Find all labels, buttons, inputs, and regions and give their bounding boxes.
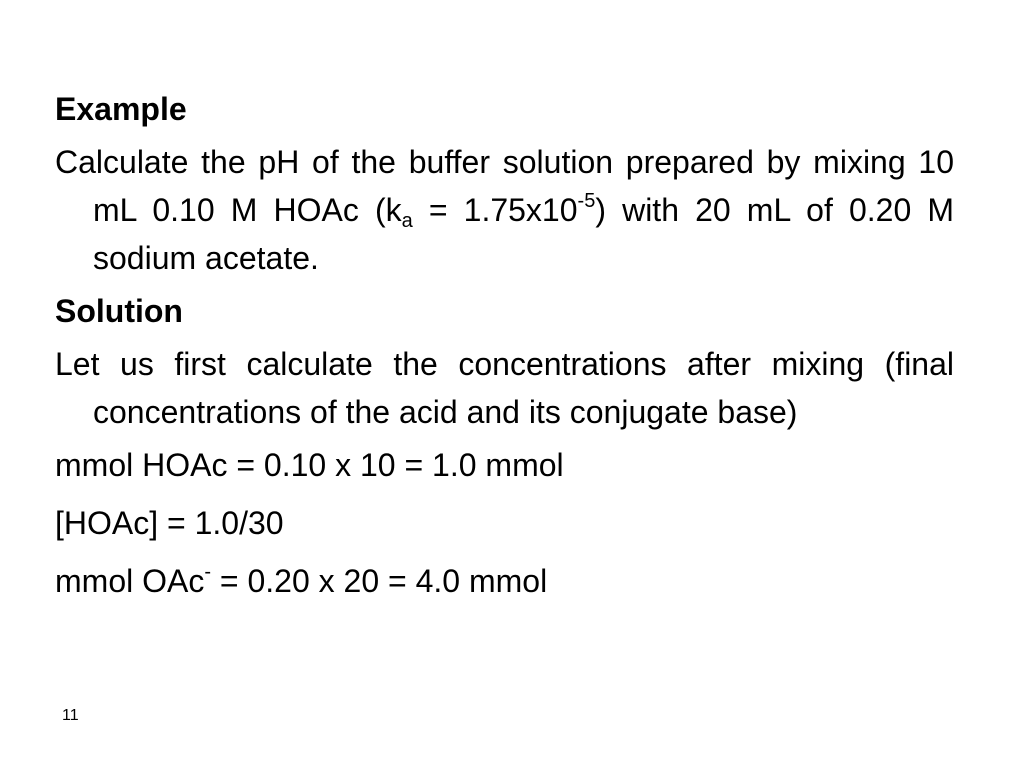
calculation-mmol-hoac: mmol HOAc = 0.10 x 10 = 1.0 mmol — [55, 447, 564, 483]
slide-content — [55, 86, 954, 616]
acetate-charge-superscript: - — [204, 561, 212, 583]
problem-text-part3: ) with 20 mL of 0.20 M sodium acetate. — [93, 192, 955, 276]
solution-heading: Solution — [55, 293, 183, 329]
calculation-hoac-concentration: [HOAc] = 1.0/30 — [55, 505, 284, 541]
problem-statement — [55, 138, 954, 282]
problem-text-part1: Calculate the pH of the buffer solution prepared by mixing 10 mL 0.10 M HOAc (k — [55, 144, 954, 228]
problem-text-part2: = 1.75x10 — [412, 192, 578, 228]
ka-exponent: -5 — [577, 190, 596, 212]
ka-subscript: a — [401, 210, 413, 232]
example-heading: Example — [55, 91, 187, 127]
calc3-after: = 0.20 x 20 = 4.0 mmol — [211, 563, 548, 599]
calc3-before: mmol OAc — [55, 563, 205, 599]
calculation-mmol-oac — [55, 558, 954, 604]
solution-intro: Let us first calculate the concentrations after mixing (final concentrations of the acid and its conjugate base) — [55, 346, 954, 430]
page-number: 11 — [62, 707, 79, 724]
